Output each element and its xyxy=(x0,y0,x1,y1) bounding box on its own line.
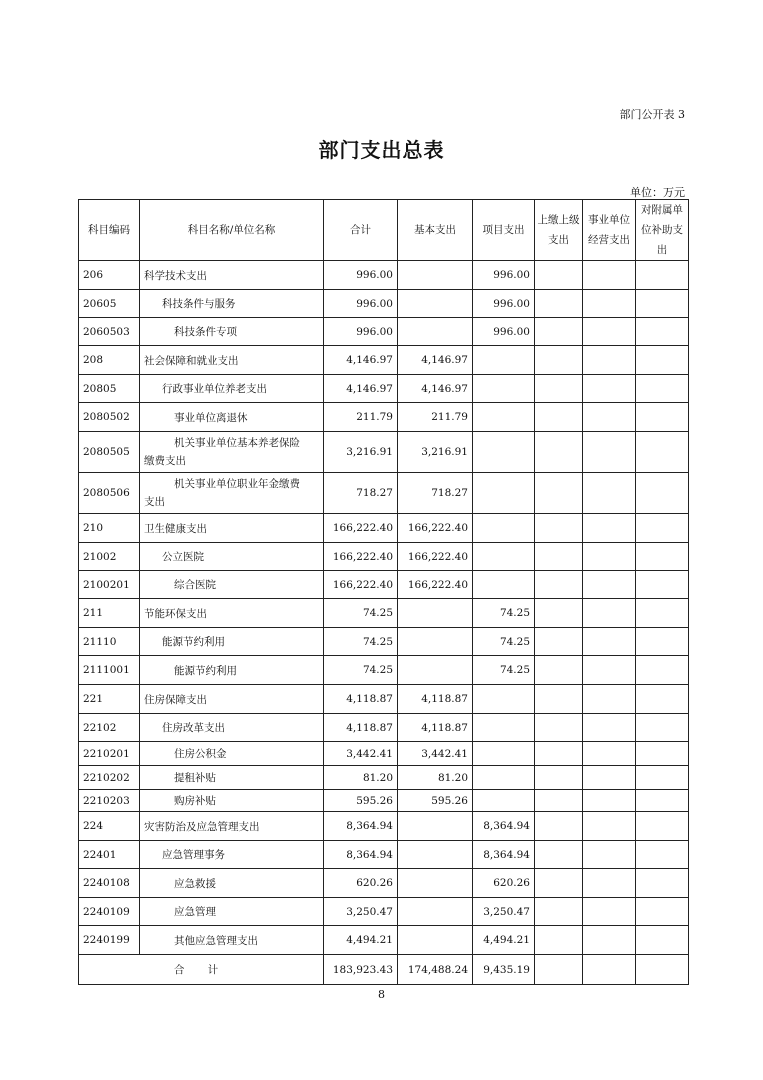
row-total: 3,250.47 xyxy=(324,898,398,926)
row-name-line-2: 支出 xyxy=(144,496,165,508)
row-basic xyxy=(398,656,473,685)
table-row xyxy=(79,375,689,403)
row-total: 4,494.21 xyxy=(324,926,398,955)
row-basic: 166,222.40 xyxy=(398,543,473,571)
row-code: 21110 xyxy=(79,628,140,656)
row-total: 4,118.87 xyxy=(324,714,398,742)
table-row xyxy=(79,841,689,869)
table-row xyxy=(79,261,689,290)
table-row xyxy=(79,869,689,898)
row-project xyxy=(473,790,535,812)
row-name: 社会保障和就业支出 xyxy=(140,346,324,375)
table-row xyxy=(79,898,689,926)
row-name: 卫生健康支出 xyxy=(140,514,324,543)
page-title: 部门支出总表 xyxy=(318,138,445,162)
row-name xyxy=(140,473,324,514)
table-row xyxy=(79,514,689,543)
row-project xyxy=(473,543,535,571)
row-code: 221 xyxy=(79,685,140,714)
table-row xyxy=(79,346,689,375)
table-row xyxy=(79,812,689,841)
row-project: 8,364.94 xyxy=(473,812,535,841)
row-name xyxy=(140,432,324,473)
row-basic: 718.27 xyxy=(398,473,473,514)
total-basic: 174,488.24 xyxy=(398,955,473,985)
total-total: 183,923.43 xyxy=(324,955,398,985)
row-code: 2240109 xyxy=(79,898,140,926)
row-code: 22102 xyxy=(79,714,140,742)
row-project: 8,364.94 xyxy=(473,841,535,869)
row-project xyxy=(473,473,535,514)
row-code: 206 xyxy=(79,261,140,290)
table-row xyxy=(79,685,689,714)
table-header-row xyxy=(79,200,689,261)
row-code: 2080502 xyxy=(79,403,140,432)
row-total: 166,222.40 xyxy=(324,514,398,543)
row-code: 2080506 xyxy=(79,473,140,514)
row-total: 4,146.97 xyxy=(324,346,398,375)
row-project xyxy=(473,685,535,714)
row-name: 科技条件专项 xyxy=(140,318,324,346)
total-project: 9,435.19 xyxy=(473,955,535,985)
row-total: 8,364.94 xyxy=(324,841,398,869)
row-total: 211.79 xyxy=(324,403,398,432)
table-row xyxy=(79,290,689,318)
table-row xyxy=(79,656,689,685)
row-name: 事业单位离退休 xyxy=(140,403,324,432)
row-name-line-1: 机关事业单位职业年金缴费 xyxy=(174,478,300,490)
row-code: 2060503 xyxy=(79,318,140,346)
table-row xyxy=(79,742,689,766)
row-total: 166,222.40 xyxy=(324,543,398,571)
row-code: 21002 xyxy=(79,543,140,571)
expenditure-table xyxy=(78,199,689,985)
row-total: 718.27 xyxy=(324,473,398,514)
col-header-project: 项目支出 xyxy=(473,200,535,261)
row-total: 4,118.87 xyxy=(324,685,398,714)
row-basic: 4,118.87 xyxy=(398,685,473,714)
row-basic: 166,222.40 xyxy=(398,571,473,599)
row-total: 74.25 xyxy=(324,656,398,685)
row-code: 22401 xyxy=(79,841,140,869)
page-number: 8 xyxy=(378,988,385,1001)
table-row xyxy=(79,403,689,432)
total-label: 合 计 xyxy=(79,955,324,985)
row-basic: 166,222.40 xyxy=(398,514,473,543)
table-row xyxy=(79,599,689,628)
row-code: 2240199 xyxy=(79,926,140,955)
row-basic xyxy=(398,898,473,926)
table-row xyxy=(79,790,689,812)
row-total: 996.00 xyxy=(324,318,398,346)
row-basic xyxy=(398,599,473,628)
table-row xyxy=(79,432,689,473)
row-basic xyxy=(398,926,473,955)
row-name: 提租补贴 xyxy=(140,766,324,790)
row-basic: 595.26 xyxy=(398,790,473,812)
row-total: 81.20 xyxy=(324,766,398,790)
row-project xyxy=(473,432,535,473)
row-basic: 4,146.97 xyxy=(398,346,473,375)
row-name: 购房补贴 xyxy=(140,790,324,812)
col-header-business: 事业单位经营支出 xyxy=(583,200,636,261)
row-project: 74.25 xyxy=(473,599,535,628)
row-name: 住房保障支出 xyxy=(140,685,324,714)
row-code: 2240108 xyxy=(79,869,140,898)
row-basic xyxy=(398,812,473,841)
col-header-total: 合计 xyxy=(324,200,398,261)
row-name: 公立医院 xyxy=(140,543,324,571)
row-name: 应急管理 xyxy=(140,898,324,926)
row-total: 620.26 xyxy=(324,869,398,898)
row-name-line-2: 缴费支出 xyxy=(144,455,186,467)
row-project: 620.26 xyxy=(473,869,535,898)
row-project: 996.00 xyxy=(473,318,535,346)
row-code: 224 xyxy=(79,812,140,841)
row-name-line-1: 机关事业单位基本养老保险 xyxy=(174,437,300,449)
table-row xyxy=(79,714,689,742)
row-project xyxy=(473,714,535,742)
row-basic xyxy=(398,841,473,869)
row-project: 3,250.47 xyxy=(473,898,535,926)
row-total: 4,146.97 xyxy=(324,375,398,403)
row-basic: 211.79 xyxy=(398,403,473,432)
row-total: 996.00 xyxy=(324,290,398,318)
row-name: 能源节约利用 xyxy=(140,656,324,685)
row-project xyxy=(473,514,535,543)
row-project xyxy=(473,766,535,790)
row-code: 210 xyxy=(79,514,140,543)
row-code: 208 xyxy=(79,346,140,375)
row-project: 74.25 xyxy=(473,656,535,685)
col-header-subsidiary: 对附属单位补助支出 xyxy=(636,200,689,261)
table-row xyxy=(79,628,689,656)
row-project xyxy=(473,346,535,375)
row-total: 3,442.41 xyxy=(324,742,398,766)
row-name: 科学技术支出 xyxy=(140,261,324,290)
row-name: 灾害防治及应急管理支出 xyxy=(140,812,324,841)
row-code: 2210201 xyxy=(79,742,140,766)
row-project: 996.00 xyxy=(473,261,535,290)
row-basic xyxy=(398,261,473,290)
row-name: 综合医院 xyxy=(140,571,324,599)
table-number-tag: 部门公开表 3 xyxy=(619,108,685,121)
row-project: 996.00 xyxy=(473,290,535,318)
table-row xyxy=(79,926,689,955)
row-name: 住房改革支出 xyxy=(140,714,324,742)
row-total: 74.25 xyxy=(324,599,398,628)
col-header-code: 科目编码 xyxy=(79,200,140,261)
row-project xyxy=(473,571,535,599)
row-basic xyxy=(398,318,473,346)
row-basic xyxy=(398,869,473,898)
row-total: 3,216.91 xyxy=(324,432,398,473)
row-name: 应急管理事务 xyxy=(140,841,324,869)
row-code: 2210203 xyxy=(79,790,140,812)
row-basic xyxy=(398,628,473,656)
row-name: 住房公积金 xyxy=(140,742,324,766)
total-row xyxy=(79,955,689,985)
row-basic: 3,216.91 xyxy=(398,432,473,473)
row-basic: 4,118.87 xyxy=(398,714,473,742)
row-name: 行政事业单位养老支出 xyxy=(140,375,324,403)
row-basic: 4,146.97 xyxy=(398,375,473,403)
row-total: 595.26 xyxy=(324,790,398,812)
table-row xyxy=(79,571,689,599)
row-name: 其他应急管理支出 xyxy=(140,926,324,955)
row-project xyxy=(473,403,535,432)
row-project: 74.25 xyxy=(473,628,535,656)
table-row xyxy=(79,766,689,790)
col-header-upper: 上缴上级支出 xyxy=(535,200,583,261)
row-basic xyxy=(398,290,473,318)
row-total: 166,222.40 xyxy=(324,571,398,599)
table-row xyxy=(79,473,689,514)
row-basic: 3,442.41 xyxy=(398,742,473,766)
row-code: 2100201 xyxy=(79,571,140,599)
row-project xyxy=(473,742,535,766)
table-row xyxy=(79,318,689,346)
row-name: 能源节约利用 xyxy=(140,628,324,656)
row-total: 8,364.94 xyxy=(324,812,398,841)
row-code: 211 xyxy=(79,599,140,628)
row-code: 20605 xyxy=(79,290,140,318)
row-code: 2111001 xyxy=(79,656,140,685)
row-name: 应急救援 xyxy=(140,869,324,898)
row-code: 2210202 xyxy=(79,766,140,790)
row-project: 4,494.21 xyxy=(473,926,535,955)
row-project xyxy=(473,375,535,403)
row-basic: 81.20 xyxy=(398,766,473,790)
table-row xyxy=(79,543,689,571)
row-name: 科技条件与服务 xyxy=(140,290,324,318)
col-header-basic: 基本支出 xyxy=(398,200,473,261)
unit-label: 单位：万元 xyxy=(630,186,685,199)
row-name: 节能环保支出 xyxy=(140,599,324,628)
row-total: 74.25 xyxy=(324,628,398,656)
row-code: 20805 xyxy=(79,375,140,403)
col-header-name: 科目名称/单位名称 xyxy=(140,200,324,261)
row-total: 996.00 xyxy=(324,261,398,290)
row-code: 2080505 xyxy=(79,432,140,473)
